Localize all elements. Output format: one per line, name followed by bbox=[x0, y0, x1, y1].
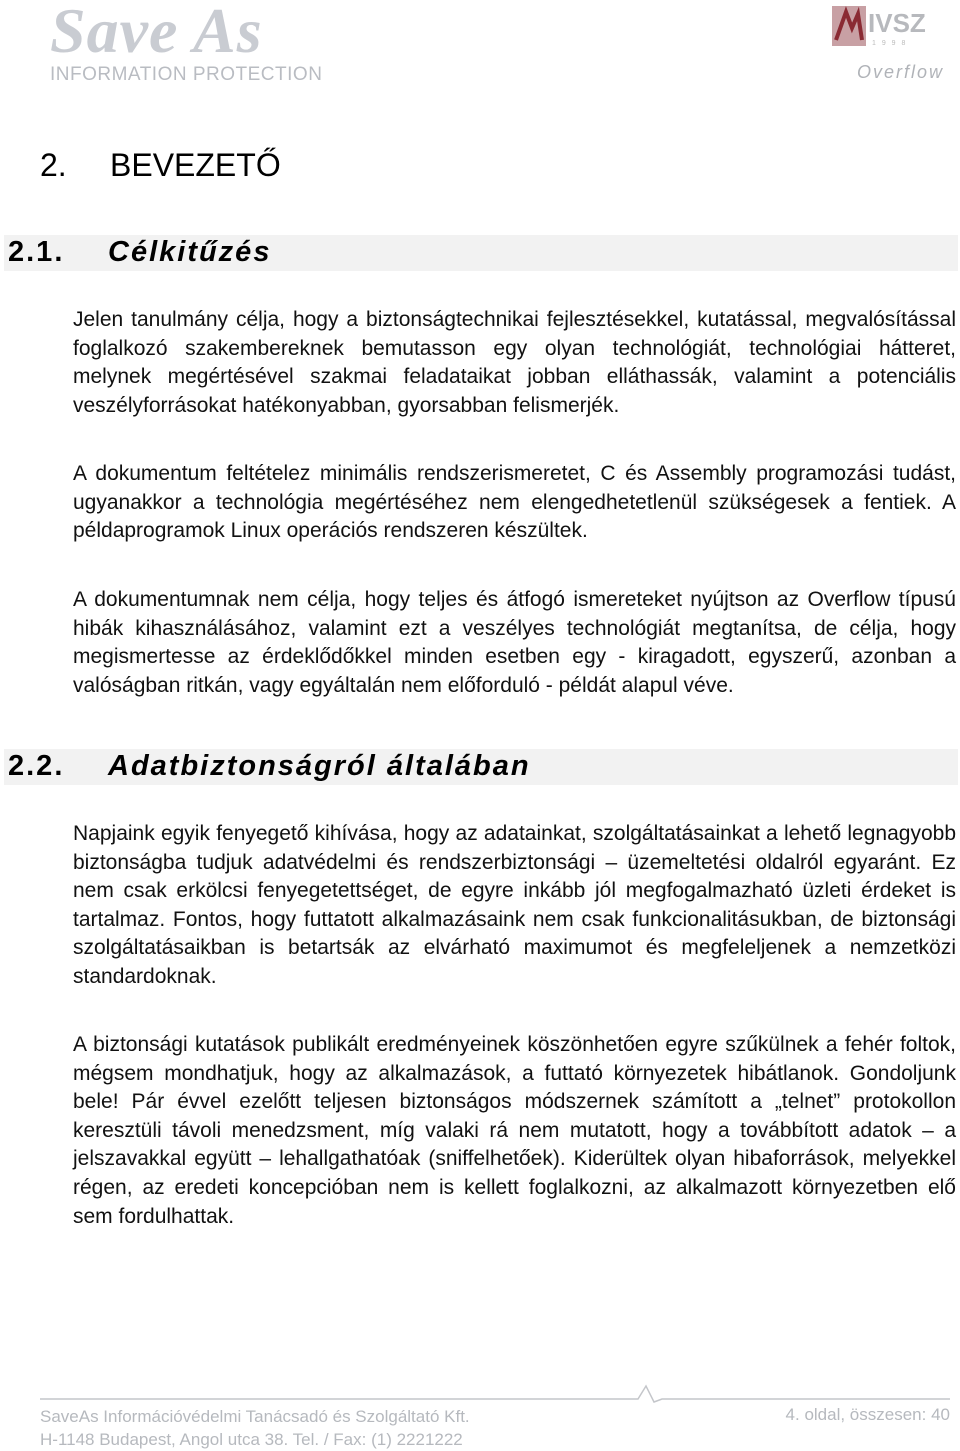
paragraph: A biztonsági kutatások publikált eredményeinek köszönhetően egyre szűkülnek a fehér foltok, mégsem mondhatjuk, hogy az alkalmazások, a futtató környezetek hibátlanok. Gondoljunk bele! Pár évvel ezelőtt teljesen biztonságos módszernek számított a „telnet” protokollon keresztüli távoli menedzsment, míg valaki rá nem mutatott, hogy a továbbított adatok – a jelszavakkal együtt – lehallgathatóak (sniffelhetőek). Kiderültek olyan hibaforrások, melyekkel régen, az eredeti koncepcióban nem is kellett foglalkozni, az alkalmazott környezetben elő sem fordulhattak. bbox=[73, 1033, 956, 1228]
footer-divider bbox=[40, 1384, 950, 1404]
subsection-title: Adatbiztonságról általában bbox=[108, 750, 531, 782]
subsection-title: Célkitűzés bbox=[108, 236, 272, 268]
section-title: BEVEZETŐ bbox=[110, 147, 281, 183]
paragraph: A dokumentum feltételez minimális rendszerismeretet, C és Assembly programozási tudást, ugyanakkor a technológia megértéséhez nem elengedhetetlenül szükségesek a fentiek. A példaprogramok Linux operációs rendszeren készültek. bbox=[73, 462, 956, 543]
logo-tagline: INFORMATION PROTECTION bbox=[50, 64, 323, 85]
paragraph: A dokumentumnak nem célja, hogy teljes és átfogó ismereteket nyújtson az Overflow típusú hibák kihasználásához, valamint ezt a veszélyes technológiát megtanítsa, de célja, hogy megismertesse az érdeklődőkkel minden esetben egy - kiragadott, egyszerű, azonban a valóságban ritkán, vagy egyáltalán nem előforduló - példát alapul véve. bbox=[73, 588, 956, 697]
footer-company bbox=[40, 1405, 470, 1451]
footer-company-name: SaveAs Információvédelmi Tanácsadó és Szolgáltató Kft. bbox=[40, 1407, 470, 1426]
subsection-heading bbox=[8, 750, 531, 783]
logo-wordmark: Save As bbox=[50, 0, 263, 66]
page-header bbox=[0, 0, 960, 100]
ivsz-year: 1 9 9 8 bbox=[872, 40, 908, 47]
paragraph: Napjaink egyik fenyegető kihívása, hogy az adatainkat, szolgáltatásainkat a lehető legnagyobb biztonságba tudjuk adatvédelmi és rendszerbiztonsági – üzemeltetési oldalról egyaránt. Ez nem csak erkölcsi fenyegetettséget, de egyre inkább jól megfogalmazható üzleti érdeket is tartalmaz. Fontos, hogy futtatott alkalmazásaink nem csak funkcionalitásukban, de biztonsági szolgáltatásaikban is betartsák az elvárható maximumot és megfeleljenek a nemzetközi standardoknak. bbox=[73, 822, 956, 988]
section-number: 2. bbox=[40, 147, 67, 183]
ivsz-wordmark: IVSZ bbox=[868, 8, 926, 38]
section-heading bbox=[40, 147, 281, 184]
ivsz-logo bbox=[832, 0, 942, 56]
ivsz-emblem-icon bbox=[832, 6, 866, 46]
paragraph: Jelen tanulmány célja, hogy a biztonságtechnikai fejlesztésekkel, kutatással, megvalósítással foglalkozó szakembereknek bemutasson egy olyan technológiát, technológiai hátteret, melynek megértésével szakmai feladataikat jobban elláthassák, valamint a potenciális veszélyforrásokat hatékonyabban, gyorsabban felismerjék. bbox=[73, 308, 956, 417]
page-number: 4. oldal, összesen: 40 bbox=[785, 1405, 950, 1424]
subsection-heading bbox=[8, 236, 271, 269]
subsection-number: 2.2. bbox=[8, 750, 65, 782]
saveas-logo bbox=[50, 0, 340, 92]
subsection-number: 2.1. bbox=[8, 236, 65, 268]
footer-address: H-1148 Budapest, Angol utca 38. Tel. / Fax: (1) 2221222 bbox=[40, 1430, 463, 1449]
document-tag: Overflow bbox=[856, 62, 944, 82]
